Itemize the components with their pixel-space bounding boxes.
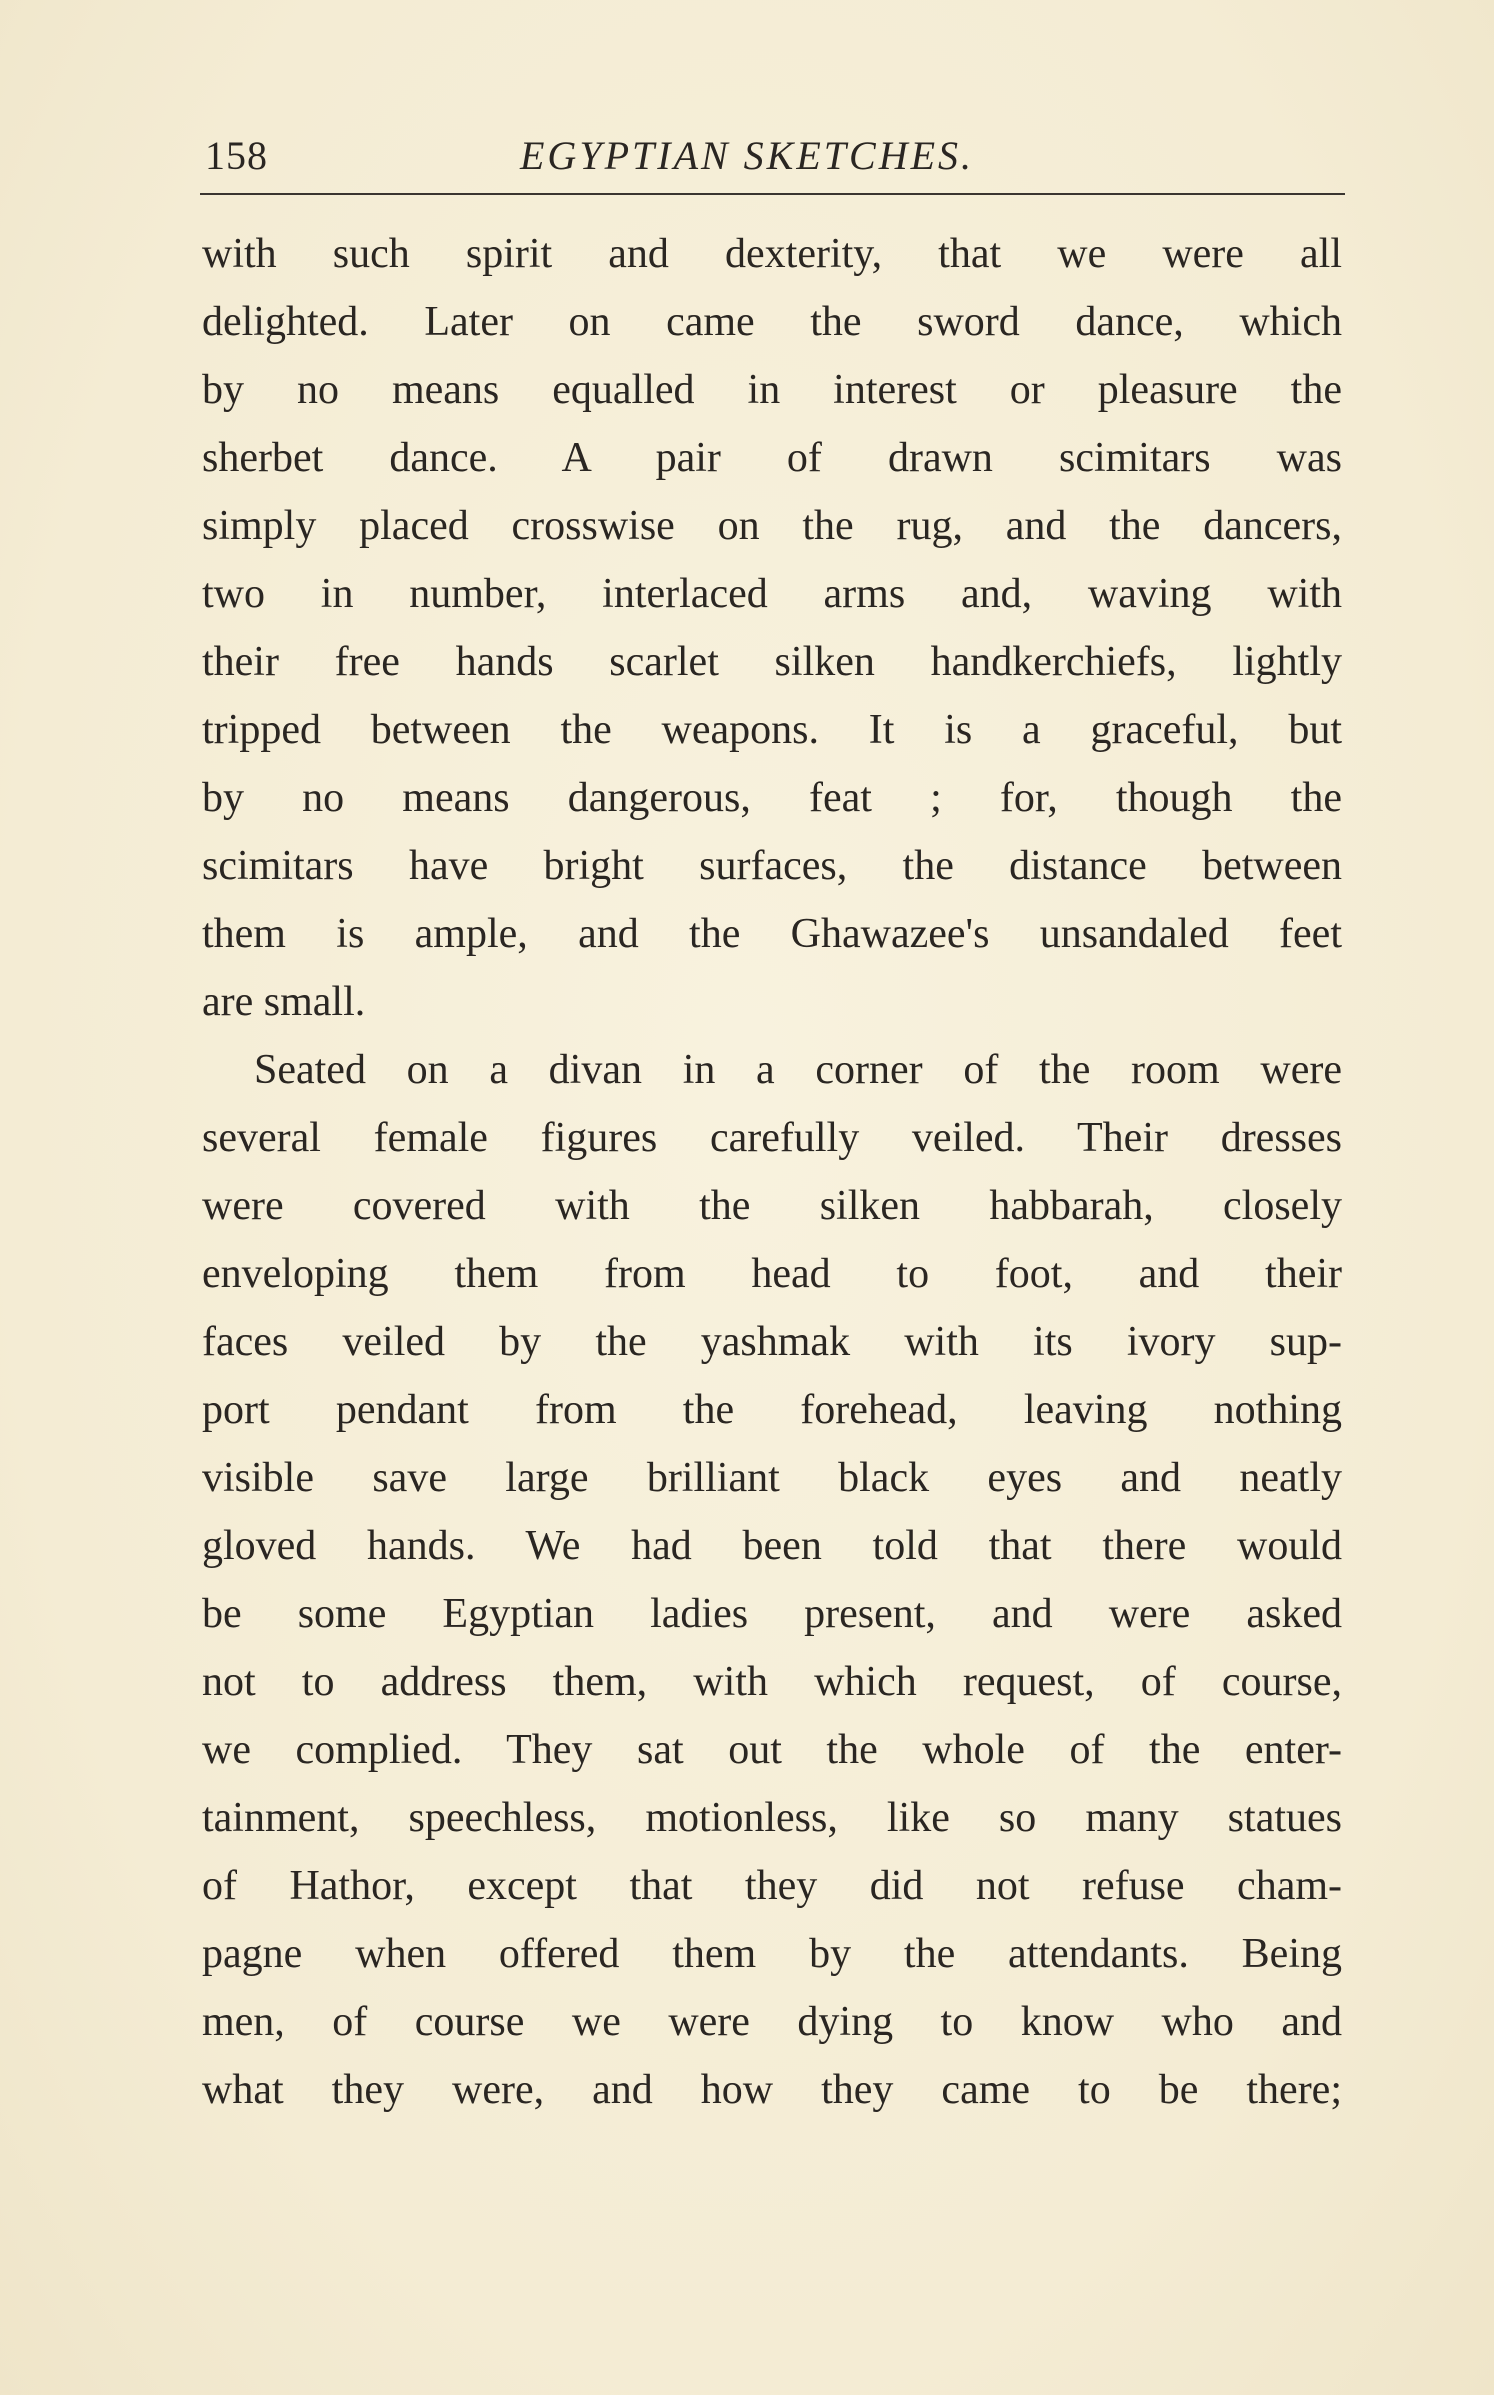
text-line: scimitars have bright surfaces, the distance between xyxy=(202,843,1342,889)
text-line: not to address them, with which request, of course, xyxy=(202,1659,1342,1705)
text-line: were covered with the silken habbarah, closely xyxy=(202,1183,1342,1229)
text-line: with such spirit and dexterity, that we were all xyxy=(202,231,1342,277)
text-line: visible save large brilliant black eyes and neatly xyxy=(202,1455,1342,1501)
body-text xyxy=(202,220,1342,2124)
text-line: by no means dangerous, feat ; for, though the xyxy=(202,775,1342,821)
text-line: sherbet dance. A pair of drawn scimitars was xyxy=(202,435,1342,481)
text-line: enveloping them from head to foot, and their xyxy=(202,1251,1342,1297)
text-line: men, of course we were dying to know who and xyxy=(202,1999,1342,2045)
text-line: by no means equalled in interest or pleasure the xyxy=(202,367,1342,413)
text-line: we complied. They sat out the whole of the enter- xyxy=(202,1727,1342,1773)
text-line: them is ample, and the Ghawazee's unsandaled feet xyxy=(202,911,1342,957)
text-line: what they were, and how they came to be there; xyxy=(202,2067,1342,2113)
text-line: port pendant from the forehead, leaving nothing xyxy=(202,1387,1342,1433)
page-number: 158 xyxy=(205,133,268,178)
text-line: tainment, speechless, motionless, like so many statues xyxy=(202,1795,1342,1841)
text-line: delighted. Later on came the sword dance, which xyxy=(202,299,1342,345)
text-line: tripped between the weapons. It is a graceful, but xyxy=(202,707,1342,753)
text-line: Seated on a divan in a corner of the room were xyxy=(254,1047,1342,1093)
text-line: be some Egyptian ladies present, and were asked xyxy=(202,1591,1342,1637)
text-line: two in number, interlaced arms and, waving with xyxy=(202,571,1342,617)
text-line: their free hands scarlet silken handkerchiefs, lightly xyxy=(202,639,1342,685)
text-line: simply placed crosswise on the rug, and the dancers, xyxy=(202,503,1342,549)
text-line: are small. xyxy=(202,979,366,1025)
page-header xyxy=(200,122,1345,192)
text-line: several female figures carefully veiled. Their dresses xyxy=(202,1115,1342,1161)
text-line: pagne when offered them by the attendants. Being xyxy=(202,1931,1342,1977)
text-line: faces veiled by the yashmak with its ivory sup- xyxy=(202,1319,1342,1365)
running-head: EGYPTIAN SKETCHES. xyxy=(520,133,975,178)
text-line: of Hathor, except that they did not refuse cham- xyxy=(202,1863,1342,1909)
header-rule xyxy=(200,193,1345,195)
text-line: gloved hands. We had been told that there would xyxy=(202,1523,1342,1569)
